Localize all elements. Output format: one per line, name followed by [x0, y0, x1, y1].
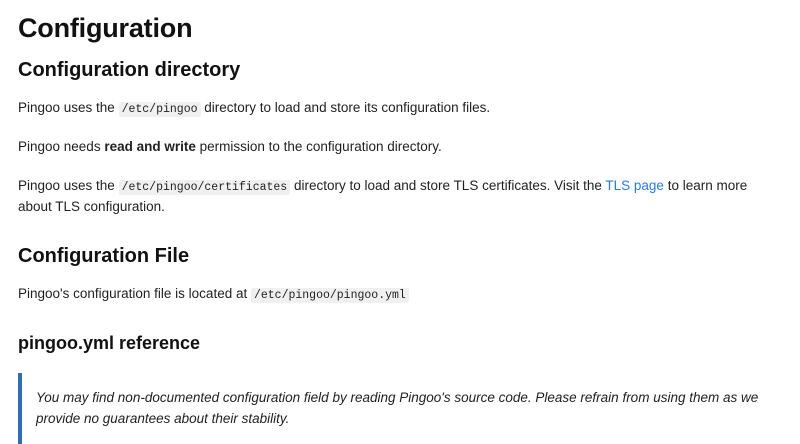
text-fragment: to learn more about TLS configuration. — [18, 178, 748, 215]
text-fragment: Pingoo's configuration file is located at — [18, 286, 251, 302]
paragraph-config-dir-permissions — [18, 137, 782, 158]
bold-read-and-write: read and write — [104, 139, 196, 155]
section-heading-configuration-directory: Configuration directory — [18, 59, 241, 82]
text-fragment: Pingoo uses the — [18, 100, 119, 116]
code-pingoo-yml-path: /etc/pingoo/pingoo.yml — [251, 288, 409, 303]
text-fragment: directory to load and store TLS certificates. Visit the — [290, 178, 606, 194]
code-etc-pingoo: /etc/pingoo — [119, 102, 201, 117]
text-fragment: permission to the configuration directory. — [195, 139, 442, 155]
note-callout — [18, 373, 782, 444]
note-text: You may find non-documented configuration field by reading Pingoo's source code. Please refrain from using them as we provide no guarantees about their stability. — [36, 389, 759, 427]
text-fragment: Pingoo uses the — [18, 178, 119, 194]
text-fragment: directory to load and store its configuration files. — [200, 100, 491, 116]
page-title: Configuration — [18, 13, 193, 43]
section-heading-pingoo-yml-reference: pingoo.yml reference — [18, 333, 201, 353]
section-heading-configuration-file: Configuration File — [18, 245, 190, 268]
link-tls-page[interactable]: TLS page — [605, 178, 664, 194]
paragraph-config-file-location — [18, 284, 782, 305]
paragraph-config-dir-load-store — [18, 98, 782, 119]
paragraph-config-dir-certificates — [18, 176, 782, 218]
text-fragment: Pingoo needs — [18, 139, 105, 155]
code-etc-pingoo-certificates: /etc/pingoo/certificates — [119, 180, 291, 195]
